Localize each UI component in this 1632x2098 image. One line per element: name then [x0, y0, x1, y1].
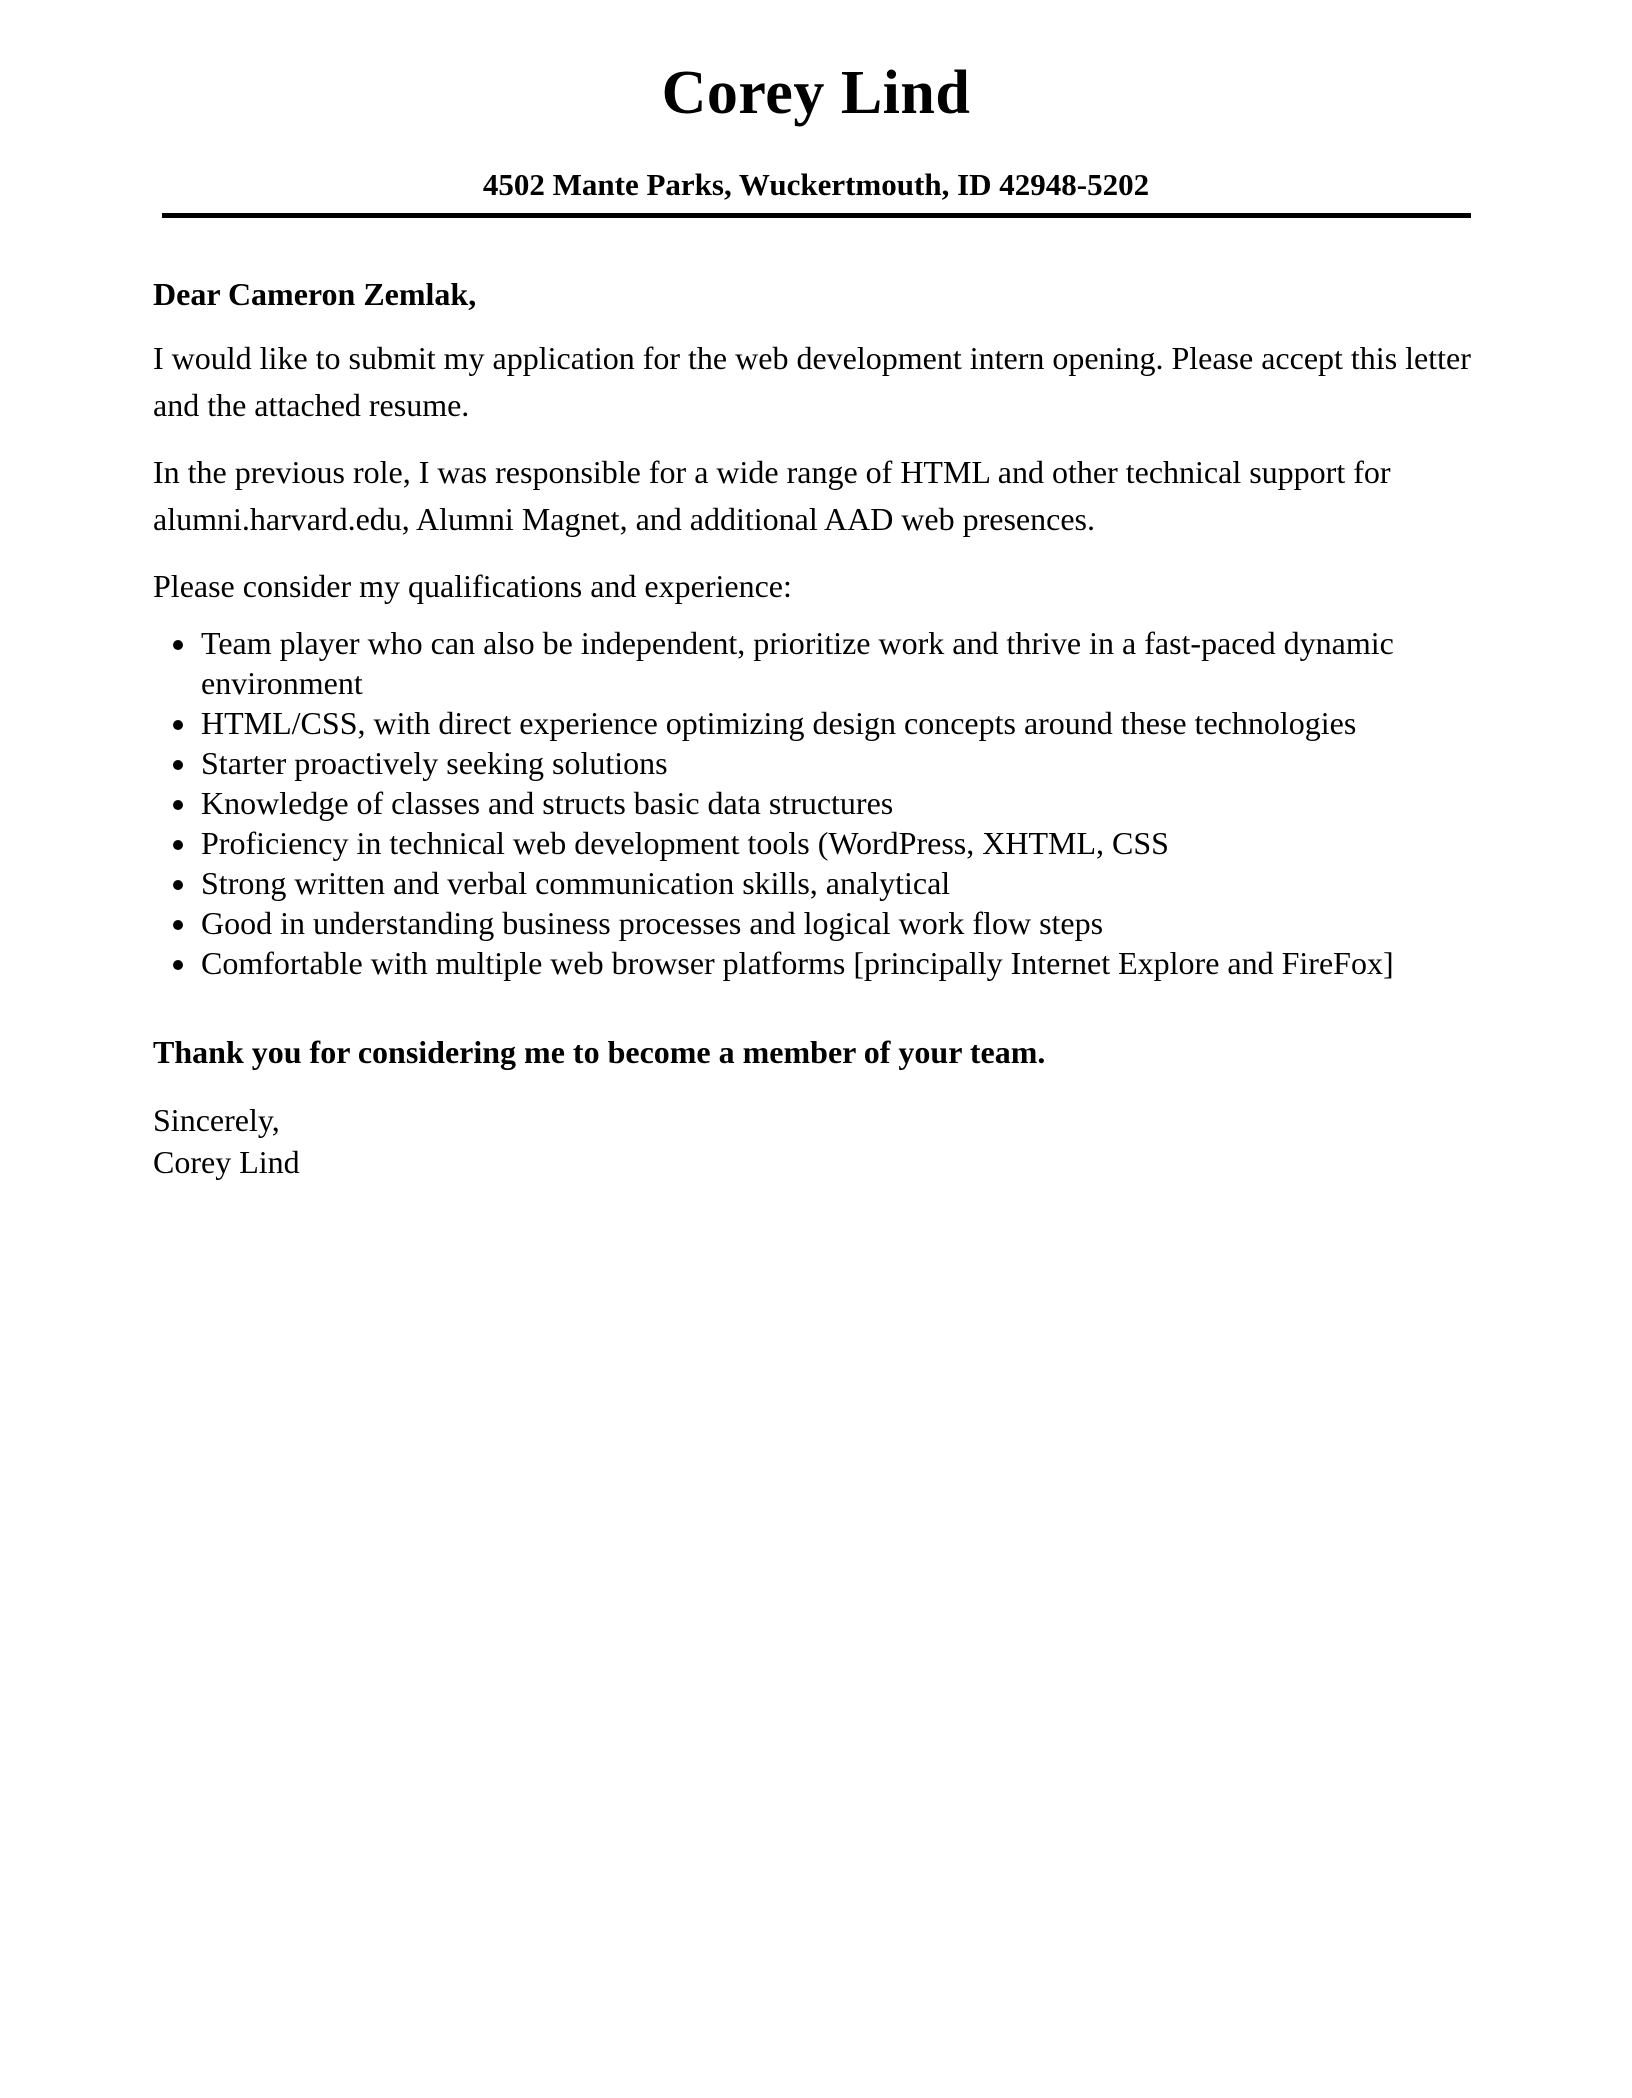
paragraph-application: I would like to submit my application for the web development intern opening. Please accept this letter and the attached resume.	[153, 340, 1471, 424]
paragraph-qualifications-lead: Please consider my qualifications and experience:	[153, 568, 792, 605]
salutation: Dear Cameron Zemlak,	[153, 275, 477, 312]
qualification-item: • Proficiency in technical web development tools (WordPress, XHTML, CSS	[199, 823, 1482, 863]
qualifications-list	[153, 623, 1482, 983]
qualification-item: • Strong written and verbal communication skills, analytical	[199, 863, 1482, 903]
signature-name: Corey Lind	[153, 1144, 300, 1181]
letter-body	[0, 274, 1632, 1184]
qualification-item: • Good in understanding business processes and logical work flow steps	[199, 903, 1482, 943]
applicant-address: 4502 Mante Parks, Wuckertmouth, ID 42948-5202	[482, 167, 1150, 203]
qualification-item: • Team player who can also be independent, prioritize work and thrive in a fast-paced dynamic environment	[199, 623, 1482, 703]
qualification-item: • Comfortable with multiple web browser platforms [principally Internet Explore and FireFox]	[199, 943, 1482, 983]
qualification-item: • Starter proactively seeking solutions	[199, 743, 1482, 783]
applicant-name-title: Corey Lind	[661, 59, 971, 127]
thank-you-line: Thank you for considering me to become a member of your team.	[153, 1034, 1046, 1071]
paragraph-previous-role: In the previous role, I was responsible for a wide range of HTML and other technical support for alumni.harvard.edu, Alumni Magnet, and additional AAD web presences.	[153, 454, 1391, 538]
letter-header	[0, 0, 1632, 218]
signature-block	[153, 1099, 1482, 1183]
valediction: Sincerely,	[153, 1102, 280, 1139]
qualification-item: • Knowledge of classes and structs basic data structures	[199, 783, 1482, 823]
qualification-item: • HTML/CSS, with direct experience optimizing design concepts around these technologies	[199, 703, 1482, 743]
header-divider	[162, 213, 1471, 218]
